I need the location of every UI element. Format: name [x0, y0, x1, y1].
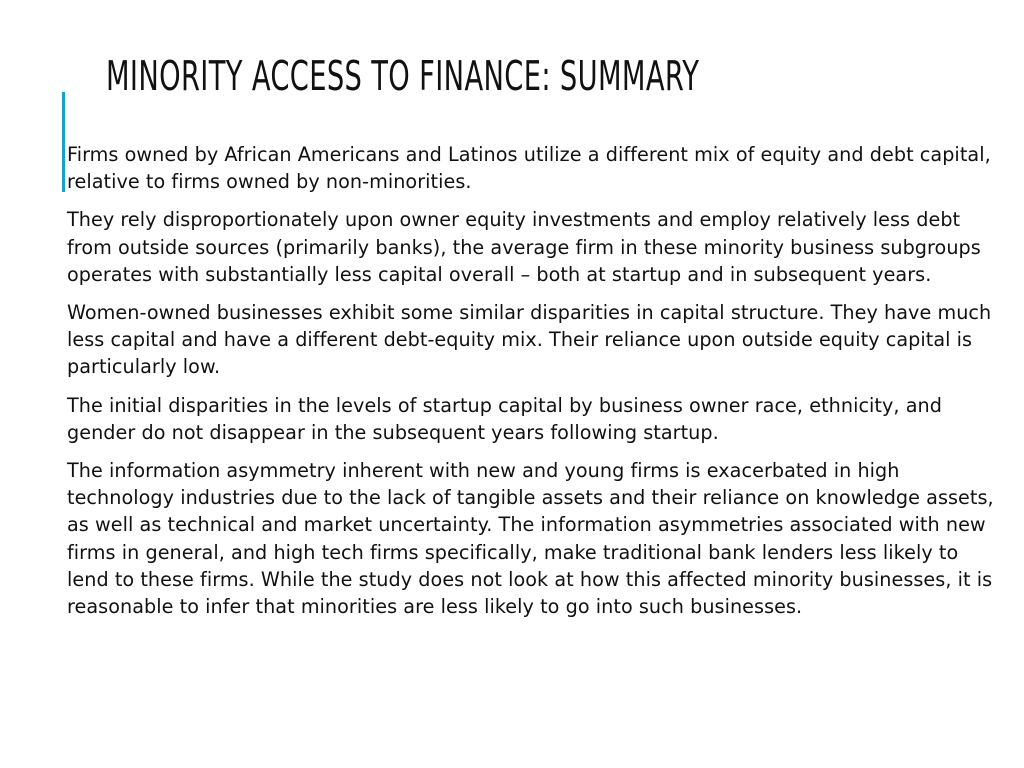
body-paragraph-5: The information asymmetry inherent with new and young firms is exacerbated in high technology industries due to the lack of tangible assets and their reliance on knowledge assets, as well as technical and market uncertainty. The information asymmetries associated with new firms in general, and high tech firms specifically, make traditional bank lenders less likely to lend to these firms. While the study does not look at how this affected minority businesses, it is reasonable to infer that minorities are less likely to go into such businesses.: [67, 459, 994, 619]
slide-body: [67, 141, 999, 631]
body-paragraph-3: Women-owned businesses exhibit some similar disparities in capital structure. They have much less capital and have a different debt-equity mix. Their reliance upon outside equity capital is particularly low.: [67, 301, 992, 379]
body-paragraph-2: They rely disproportionately upon owner equity investments and employ relatively less debt from outside sources (primarily banks), the average firm in these minority business subgroups operates with substantially less capital overall – both at startup and in subsequent years.: [67, 208, 981, 286]
slide-title: MINORITY ACCESS TO FINANCE: SUMMARY: [106, 52, 700, 100]
body-paragraph-4: The initial disparities in the levels of startup capital by business owner race, ethnicity, and gender do not disappear in the subsequent years following startup.: [67, 393, 942, 444]
body-paragraph-1: Firms owned by African Americans and Latinos utilize a different mix of equity and debt capital, relative to firms owned by non-minorities.: [67, 143, 991, 194]
title-accent-bar: [62, 92, 65, 192]
